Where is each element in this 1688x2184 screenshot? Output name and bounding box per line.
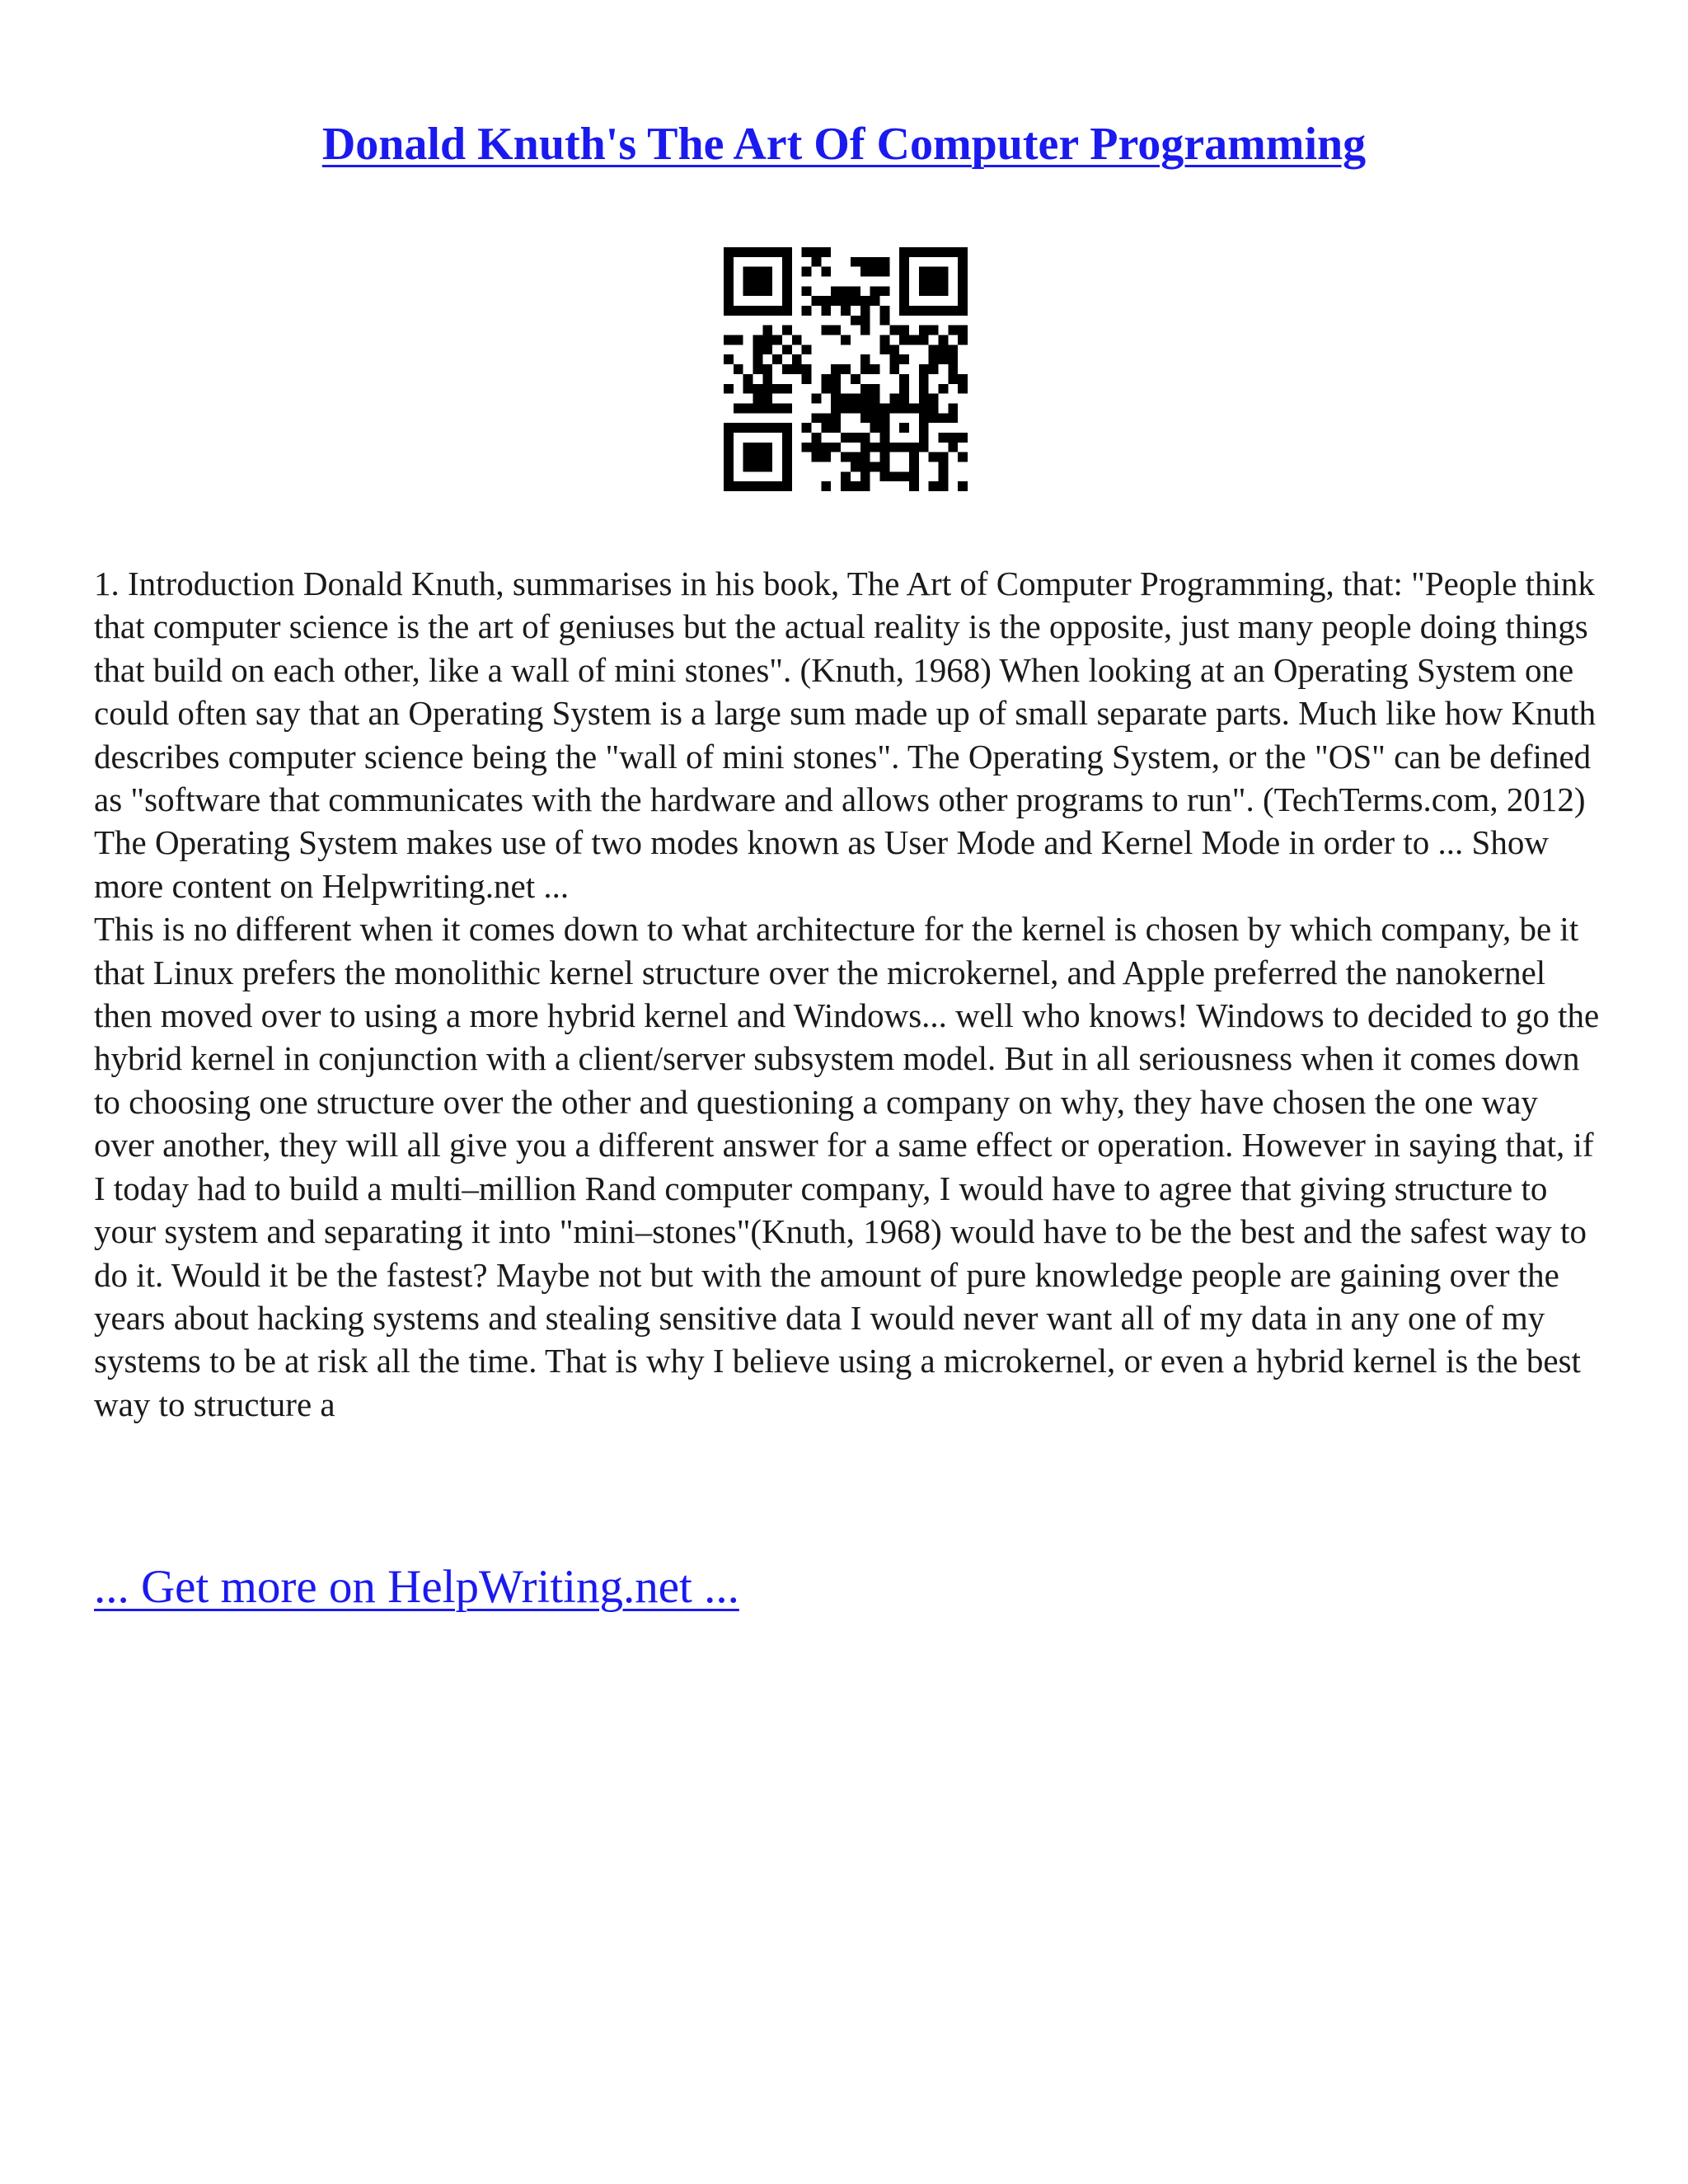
get-more-link[interactable]: ... Get more on HelpWriting.net ... <box>94 1561 739 1613</box>
paragraph-architecture: This is no different when it comes down to what architecture for the kernel is chosen by which company, be it that Linux prefers the monolithic kernel structure over the microkernel, and Apple preferred the nanokernel then moved over to using a more hybrid kernel and Windows... well who knows! Windows to decided to go the hybrid kernel in conjunction with a client/server subsystem model. But in all seriousness when it comes down to choosing one structure over the other and questioning a company on why, they have chosen the one way over another, they will all give you a different answer for a same effect or operation. However in saying that, if I today had to build a multi–million Rand computer company, I would have to agree that giving structure to your system and separating it into "mini–stones"(Knuth, 1968) would have to be the best and the safest way to do it. Would it be the fastest? Maybe not but with the amount of pure knowledge people are gaining over the years about hacking systems and stealing sensitive data I would never want all of my data in any one of my systems to be at risk all the time. That is why I believe using a microkernel, or even a hybrid kernel is the best way to structure a <box>94 910 1600 1423</box>
more-link-container <box>94 1558 739 1617</box>
article-body <box>94 562 1602 1426</box>
qr-code <box>724 247 968 491</box>
qr-modules <box>724 247 968 491</box>
paragraph-intro: 1. Introduction Donald Knuth, summarises in his book, The Art of Computer Programming, that: "People think that computer science is the art of geniuses but the actual reality is the opposite, just many people doing things that build on each other, like a wall of mini stones". (Knuth, 1968) When looking at an Operating System one could often say that an Operating System is a large sum made up of small separate parts. Much like how Knuth describes computer science being the "wall of mini stones". The Operating System, or the "OS" can be defined as "software that communicates with the hardware and allows other programs to run". (TechTerms.com, 2012) The Operating System makes use of two modes known as User Mode and Kernel Mode in order to ... Show more content on Helpwriting.net ... <box>94 565 1597 905</box>
page-title <box>0 115 1688 173</box>
title-link[interactable]: Donald Knuth's The Art Of Computer Programming <box>321 119 1367 170</box>
